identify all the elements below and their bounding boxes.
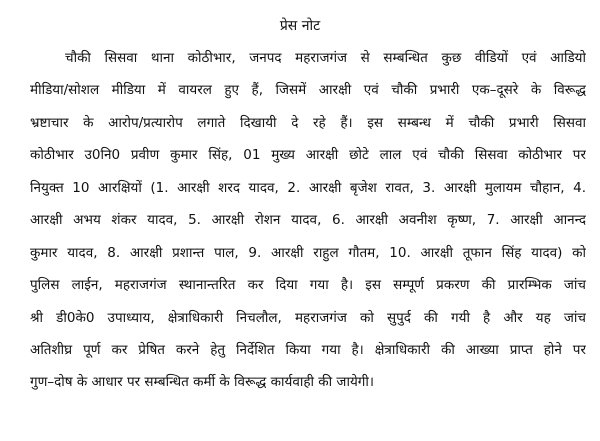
paragraph-line-3: भ्रष्टाचार के आरोप/प्रत्यारोप लगाते दिखायी दे रहे हैं। इस सम्बन्ध में चौकी प्रभारी सिसवा [30,115,586,131]
document-title: प्रेस नोट [279,18,321,34]
paragraph-line-11: गुण–दोष के आधार पर सम्बन्धित कर्मी के विरूद्ध कार्यवाही की जायेगी। [30,374,374,390]
paragraph-line-6: आरक्षी अभय शंकर यादव, 5. आरक्षी रोशन यादव, 6. आरक्षी अवनीश कृष्ण, 7. आरक्षी आनन्द [30,212,586,228]
paragraph-line-1: चौकी सिसवा थाना कोठीभार, जनपद महराजगंज से सम्बन्धित कुछ वीडियों एवं आडियो [65,50,586,66]
paragraph-line-2: मीडिया/सोशल मीडिया में वायरल हुए हैं, जिसमें आरक्षी एवं चौकी प्रभारी एक–दूसरे के विरूद्ध [30,82,586,98]
paragraph-line-10: अतिशीघ्र पूर्ण कर प्रेषित करने हेतु निर्देशित किया गया है। क्षेत्राधिकारी की आख्या प्राप्त होने पर [30,342,586,358]
paragraph-line-7: कुमार यादव, 8. आरक्षी प्रशान्त पाल, 9. आरक्षी राहुल गौतम, 10. आरक्षी तूफान सिंह यादव) को [30,245,586,261]
paragraph-line-5: नियुक्त 10 आरक्षियों (1. आरक्षी शरद यादव, 2. आरक्षी बृजेश रावत, 3. आरक्षी मुलायम चौहान, 4. [30,180,586,196]
paragraph-line-9: श्री डी0के0 उपाध्याय, क्षेत्राधिकारी निचलौल, महराजगंज को सुपुर्द की गयी है और यह जांच [30,310,586,326]
paragraph-line-4: कोठीभार उ0नि0 प्रवीण कुमार सिंह, 01 मुख्य आरक्षी छोटे लाल एवं चौकी सिसवा कोठीभार पर [30,147,586,163]
paragraph-line-8: पुलिस लाईन, महराजगंज स्थानान्तरित कर दिया गया है। इस सम्पूर्ण प्रकरण की प्रारम्भिक जांच [30,277,586,293]
